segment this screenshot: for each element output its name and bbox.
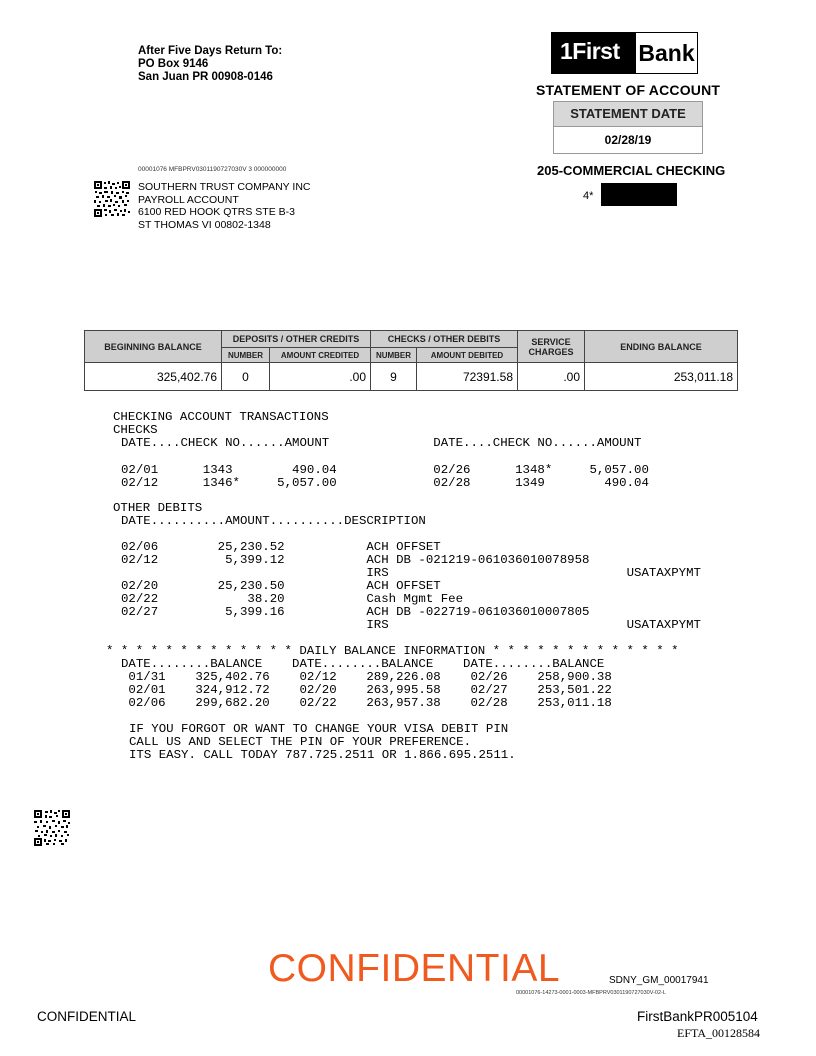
account-type: 205-COMMERCIAL CHECKING — [537, 163, 726, 178]
checks-header: DATE....CHECK NO......AMOUNT DATE....CHECK NO......AMOUNT — [121, 436, 642, 450]
efta-number: EFTA_00128584 — [677, 1026, 761, 1040]
addressee-line-2: PAYROLL ACCOUNT — [138, 193, 239, 206]
checks-row: 02/12 1346* 5,057.00 02/28 1349 490.04 — [121, 476, 649, 490]
confidential-label: CONFIDENTIAL — [37, 1009, 137, 1024]
addressee-block — [138, 181, 311, 231]
amount-credited-value: .00 — [270, 363, 371, 391]
checks-row: 02/01 1343 490.04 02/26 1348* 5,057.00 — [121, 463, 649, 477]
daily-balance-header: DATE........BALANCE DATE........BALANCE DATE........BALANCE — [121, 657, 605, 671]
return-address — [138, 45, 282, 84]
deposit-number-value: 0 — [222, 363, 270, 391]
header-service-charges: SERVICE CHARGES — [518, 331, 585, 363]
other-debit-row: 02/06 25,230.52 ACH OFFSET — [121, 540, 441, 554]
beginning-balance-value: 325,402.76 — [85, 363, 222, 391]
header-beginning-balance: BEGINNING BALANCE — [85, 331, 222, 363]
header-amount-debited: AMOUNT DEBITED — [417, 348, 518, 363]
daily-balance-row: 02/01 324,912.72 02/20 263,995.58 02/27 253,501.22 — [121, 683, 612, 697]
other-debits-header: DATE..........AMOUNT..........DESCRIPTION — [121, 514, 426, 528]
logo-first: 1First — [560, 38, 620, 64]
statement-title: STATEMENT OF ACCOUNT — [536, 82, 721, 98]
other-debit-row: IRS USATAXPYMT — [121, 618, 701, 632]
logo-bank: Bank — [636, 33, 697, 73]
sdny-sub-code: 00001076-14273-0001-0003-MFBPRV0301190727030V-02-L — [516, 990, 666, 996]
other-debits-label: OTHER DEBITS — [113, 501, 203, 515]
daily-balance-row: 02/06 299,682.20 02/22 263,957.38 02/28 253,011.18 — [121, 696, 612, 710]
amount-debited-value: 72391.58 — [417, 363, 518, 391]
statement-date-box — [553, 101, 703, 154]
header-check-number: NUMBER — [371, 348, 417, 363]
addressee-line-4: ST THOMAS VI 00802-1348 — [138, 218, 271, 231]
addressee-line-1: SOUTHERN TRUST COMPANY INC — [138, 181, 311, 193]
notice-line: CALL US AND SELECT THE PIN OF YOUR PREFERENCE. — [129, 735, 472, 749]
notice-line: ITS EASY. CALL TODAY 787.725.2511 OR 1.866.695.2511. — [129, 748, 516, 762]
statement-date-value: 02/28/19 — [604, 133, 652, 147]
daily-balance-banner: * * * * * * * * * * * * * DAILY BALANCE INFORMATION * * * * * * * * * * * * * — [106, 644, 679, 658]
check-number-value: 9 — [371, 363, 417, 391]
account-summary-table — [84, 330, 738, 391]
return-line-3: San Juan PR 00908-0146 — [138, 71, 273, 83]
daily-balance-row: 01/31 325,402.76 02/12 289,226.08 02/26 258,900.38 — [121, 670, 612, 684]
sdny-bates-id: SDNY_GM_00017941 — [609, 975, 709, 986]
bates-number: FirstBankPR005104 — [637, 1009, 758, 1024]
header-deposit-number: NUMBER — [222, 348, 270, 363]
statement-date-label: STATEMENT DATE — [554, 102, 702, 127]
service-charges-value: .00 — [518, 363, 585, 391]
other-debit-row: 02/20 25,230.50 ACH OFFSET — [121, 579, 441, 593]
other-debit-row: 02/22 38.20 Cash Mgmt Fee — [121, 592, 464, 606]
mailing-code: 00001076 MFBPRV0301190727030V 3 000000000 — [138, 166, 287, 173]
account-number-prefix: 4* — [583, 190, 594, 202]
confidential-stamp: CONFIDENTIAL — [268, 947, 561, 990]
bank-logo — [551, 32, 698, 74]
account-number-redaction — [601, 183, 677, 206]
header-checks: CHECKS / OTHER DEBITS — [371, 331, 518, 348]
return-line-1: After Five Days Return To: — [138, 45, 283, 57]
other-debit-row: 02/12 5,399.12 ACH DB -021219-061036010078958 — [121, 553, 590, 567]
other-debit-row: 02/27 5,399.16 ACH DB -022719-061036010007805 — [121, 605, 590, 619]
transactions-section-title: CHECKING ACCOUNT TRANSACTIONS — [113, 410, 329, 424]
header-amount-credited: AMOUNT CREDITED — [270, 348, 371, 363]
qr-code-icon — [34, 810, 70, 846]
notice-line: IF YOU FORGOT OR WANT TO CHANGE YOUR VISA DEBIT PIN — [129, 722, 509, 736]
checks-label: CHECKS — [113, 423, 158, 437]
header-deposits: DEPOSITS / OTHER CREDITS — [222, 331, 371, 348]
qr-code-icon — [94, 181, 130, 217]
return-line-2: PO Box 9146 — [138, 58, 209, 70]
ending-balance-value: 253,011.18 — [585, 363, 738, 391]
addressee-line-3: 6100 RED HOOK QTRS STE B-3 — [138, 206, 295, 218]
header-ending-balance: ENDING BALANCE — [585, 331, 738, 363]
other-debit-row: IRS USATAXPYMT — [121, 566, 701, 580]
